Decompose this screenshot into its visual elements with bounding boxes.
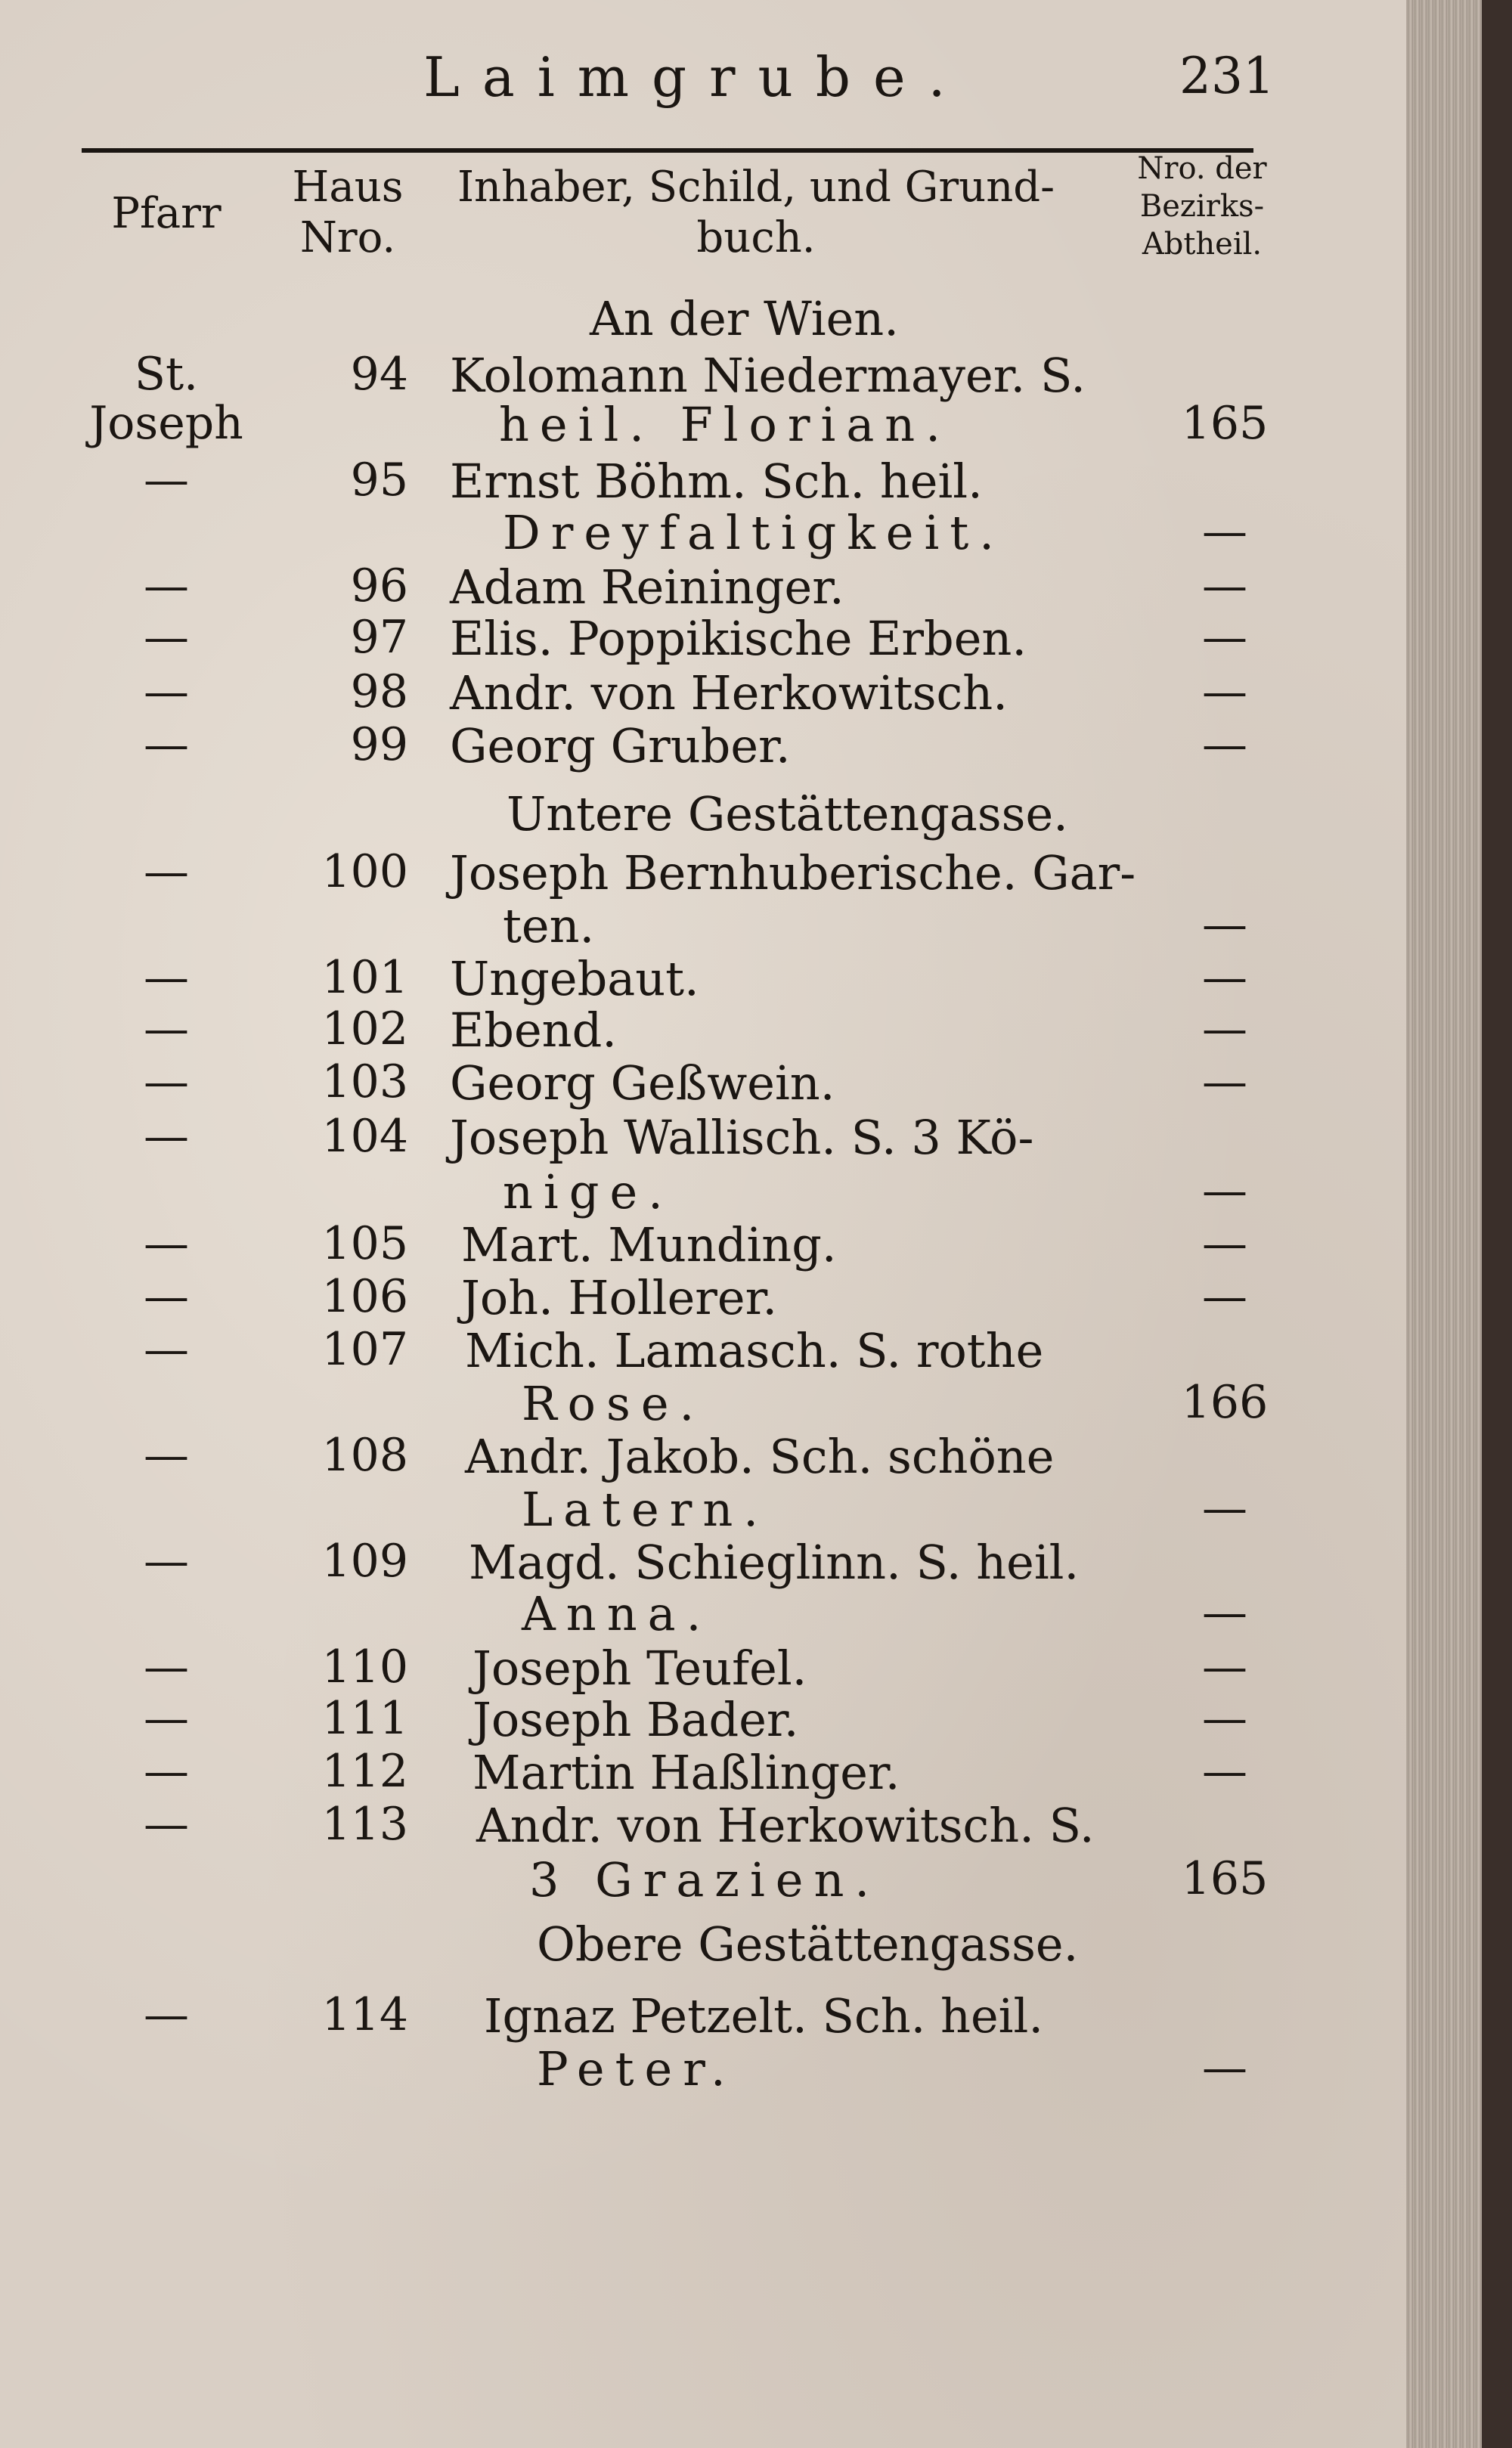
inhaber-cell: Latern. — [522, 1482, 770, 1537]
bezirk-cell: — — [1202, 1164, 1247, 1217]
inhaber-cell: Georg Geßwein. — [450, 1055, 835, 1111]
pfarr-cell: — — [144, 1988, 189, 2041]
pfarr-cell: — — [144, 1641, 189, 1693]
bezirk-cell: — — [1202, 2041, 1247, 2094]
header-rule — [82, 148, 1253, 153]
bezirk-cell: — — [1202, 559, 1247, 612]
section-heading-obere-gestaettengasse: Obere Gestättengasse. — [537, 1917, 1079, 1972]
bezirk-cell: — — [1202, 1482, 1247, 1535]
inhaber-cell: Joseph Bader. — [472, 1692, 799, 1747]
bezirk-cell: — — [1202, 611, 1247, 664]
haus-nro-cell: 96 — [350, 559, 408, 612]
haus-nro-cell: 108 — [321, 1429, 408, 1482]
inhaber-cell: Ebend. — [450, 1002, 617, 1058]
inhaber-cell: Andr. von Herkowitsch. — [450, 665, 1008, 720]
haus-nro-cell: 110 — [321, 1641, 408, 1693]
haus-nro-cell: 98 — [350, 665, 408, 718]
haus-nro-cell: 101 — [321, 951, 408, 1004]
bezirk-cell: — — [1202, 1055, 1247, 1108]
bezirk-cell: — — [1202, 898, 1247, 951]
pfarr-cell: — — [144, 951, 189, 1004]
haus-nro-cell: 103 — [321, 1055, 408, 1108]
column-header-pfarr: Pfarr — [111, 189, 222, 238]
column-header-buch: buch. — [696, 213, 816, 262]
haus-nro-cell: 112 — [321, 1745, 408, 1798]
pfarr-cell: — — [144, 1535, 189, 1588]
inhaber-cell: Joseph Teufel. — [472, 1641, 807, 1696]
pfarr-cell: — — [144, 611, 189, 664]
inhaber-cell: Andr. Jakob. Sch. schöne — [465, 1429, 1055, 1484]
bezirk-cell: 166 — [1181, 1376, 1269, 1429]
inhaber-cell: Martin Haßlinger. — [472, 1745, 900, 1800]
inhaber-cell: Ungebaut. — [450, 951, 699, 1006]
inhaber-cell: Ignaz Petzelt. Sch. heil. — [484, 1988, 1044, 2044]
haus-nro-cell: 104 — [321, 1110, 408, 1163]
column-header-abtheil: Abtheil. — [1142, 227, 1263, 262]
book-cover-edge — [1482, 0, 1512, 2448]
bezirk-cell: — — [1202, 1586, 1247, 1639]
inhaber-cell: Mich. Lamasch. S. rothe — [465, 1323, 1044, 1378]
haus-nro-cell: 95 — [350, 454, 408, 507]
haus-nro-cell: 102 — [321, 1002, 408, 1055]
haus-nro-cell: 97 — [350, 611, 408, 664]
page-number: 231 — [1179, 47, 1275, 105]
pfarr-cell: Joseph — [89, 397, 243, 450]
bezirk-cell: — — [1202, 1270, 1247, 1323]
inhaber-cell: 3 Grazien. — [529, 1852, 881, 1907]
inhaber-cell: Rose. — [522, 1376, 705, 1431]
pfarr-cell: — — [144, 1323, 189, 1376]
inhaber-cell: Kolomann Niedermayer. S. — [450, 348, 1086, 403]
pfarr-cell: — — [144, 1429, 189, 1482]
bezirk-cell: 165 — [1181, 1852, 1269, 1905]
pfarr-cell: — — [144, 1002, 189, 1055]
haus-nro-cell: 109 — [321, 1535, 408, 1588]
pfarr-cell: — — [144, 454, 189, 507]
column-header-bezirk: Bezirks- — [1139, 189, 1265, 224]
haus-nro-cell: 114 — [321, 1988, 408, 2041]
inhaber-cell: Joseph Wallisch. S. 3 Kö- — [450, 1110, 1034, 1165]
bezirk-cell: — — [1202, 1002, 1247, 1055]
bezirk-cell: 165 — [1181, 397, 1269, 450]
inhaber-cell: Mart. Munding. — [461, 1217, 837, 1272]
haus-nro-cell: 111 — [321, 1692, 408, 1745]
pfarr-cell: — — [144, 559, 189, 612]
pfarr-cell: — — [144, 845, 189, 898]
bezirk-cell: — — [1202, 1217, 1247, 1270]
pfarr-cell: — — [144, 1745, 189, 1798]
inhaber-cell: Ernst Böhm. Sch. heil. — [450, 454, 983, 509]
inhaber-cell: Andr. von Herkowitsch. S. — [476, 1798, 1095, 1853]
column-header-haus-nro: Nro. — [299, 213, 396, 262]
inhaber-cell: Dreyfaltigkeit. — [503, 505, 1005, 560]
bezirk-cell: — — [1202, 718, 1247, 771]
inhaber-cell: nige. — [503, 1164, 674, 1219]
section-heading-an-der-wien: An der Wien. — [590, 291, 899, 346]
haus-nro-cell: 106 — [321, 1270, 408, 1323]
pfarr-cell: — — [144, 718, 189, 771]
bezirk-cell: — — [1202, 1641, 1247, 1693]
bezirk-cell: — — [1202, 1745, 1247, 1798]
pfarr-cell: — — [144, 1798, 189, 1851]
inhaber-cell: Peter. — [537, 2041, 736, 2096]
pfarr-cell: — — [144, 665, 189, 718]
pfarr-cell: — — [144, 1055, 189, 1108]
haus-nro-cell: 99 — [350, 718, 408, 771]
haus-nro-cell: 94 — [350, 348, 408, 401]
section-heading-untere-gestaettengasse: Untere Gestättengasse. — [507, 786, 1068, 841]
inhaber-cell: Anna. — [522, 1586, 712, 1641]
bezirk-cell: — — [1202, 665, 1247, 718]
haus-nro-cell: 100 — [321, 845, 408, 898]
inhaber-cell: Georg Gruber. — [450, 718, 791, 773]
pfarr-cell: — — [144, 1217, 189, 1270]
pfarr-cell: — — [144, 1270, 189, 1323]
haus-nro-cell: 107 — [321, 1323, 408, 1376]
inhaber-cell: Adam Reininger. — [450, 559, 844, 615]
inhaber-cell: heil. Florian. — [499, 397, 951, 452]
inhaber-cell: Joseph Bernhuberische. Gar- — [450, 845, 1136, 900]
bezirk-cell: — — [1202, 1692, 1247, 1745]
pfarr-cell: — — [144, 1110, 189, 1163]
bezirk-cell: — — [1202, 951, 1247, 1004]
running-head-title: Laimgrube. — [423, 45, 968, 109]
column-header-haus: Haus — [292, 163, 404, 212]
column-header-inhaber: Inhaber, Schild, und Grund- — [457, 163, 1055, 212]
pfarr-cell: St. — [134, 348, 199, 401]
bezirk-cell: — — [1202, 505, 1247, 558]
inhaber-cell: Joh. Hollerer. — [461, 1270, 778, 1325]
inhaber-cell: Magd. Schieglinn. S. heil. — [469, 1535, 1080, 1590]
column-header-bezirk-nro: Nro. der — [1137, 151, 1267, 186]
inhaber-cell: Elis. Poppikische Erben. — [450, 611, 1027, 666]
pfarr-cell: — — [144, 1692, 189, 1745]
haus-nro-cell: 113 — [321, 1798, 408, 1851]
haus-nro-cell: 105 — [321, 1217, 408, 1270]
inhaber-cell: ten. — [503, 898, 595, 953]
